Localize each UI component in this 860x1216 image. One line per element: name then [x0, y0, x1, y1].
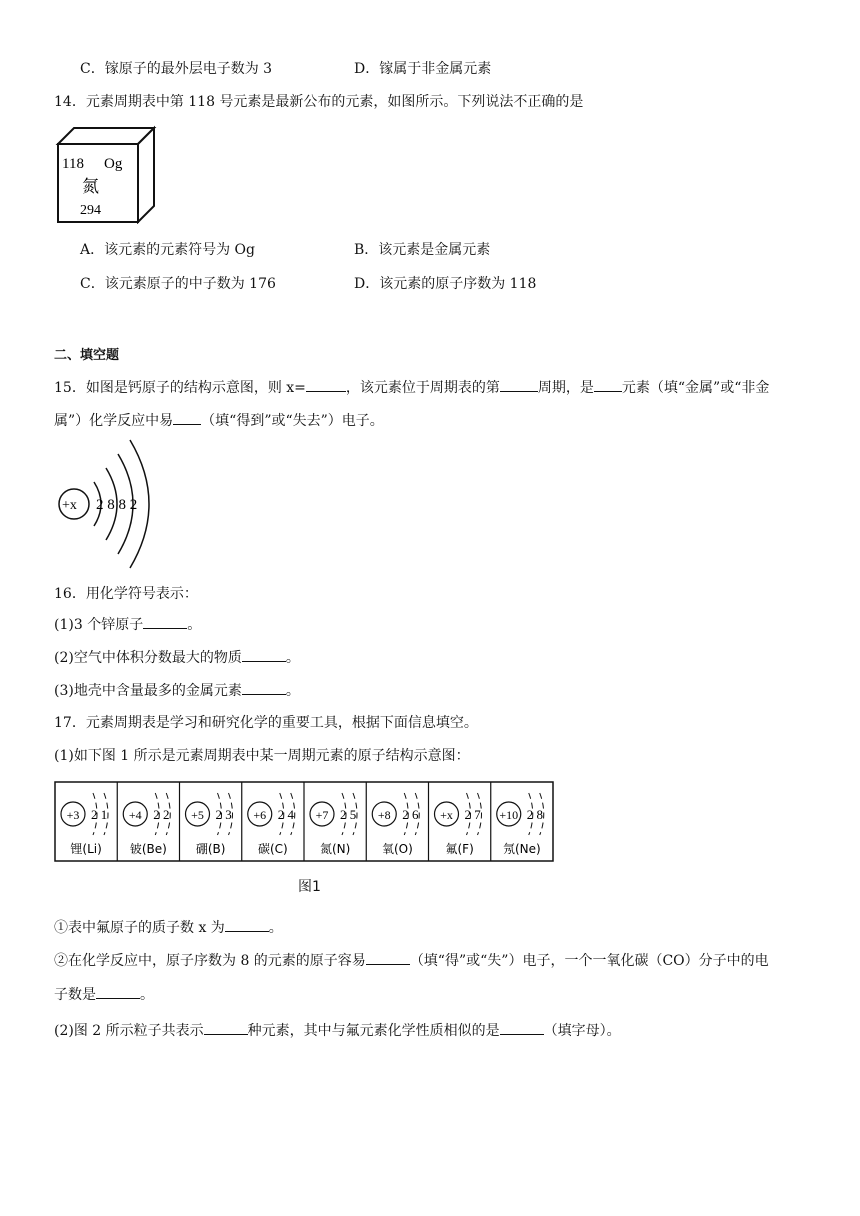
q17-text-p2b: 种元素，其中与氟元素化学性质相似的是: [247, 1023, 500, 1039]
tile-symbol: Og: [104, 156, 123, 172]
q13-option-d: D．镓属于非金属元素: [354, 61, 492, 77]
section-title: 二、填空题: [54, 348, 120, 363]
q14-option-a: A．该元素的元素符号为 Og: [80, 242, 255, 258]
q17-end-s1: 。: [268, 920, 283, 936]
q17-text-s2a: ②在化学反应中，原子序数为 8 的元素的原子容易: [54, 953, 366, 969]
cell-element-label: 氮(N): [319, 842, 351, 856]
cell-shell-electrons: 2 1: [91, 807, 108, 822]
cell-nucleus-charge: +6: [253, 808, 267, 822]
q14-stem: 14．元素周期表中第 118 号元素是最新公布的元素，如图所示。下列说法不正确的是: [54, 94, 584, 110]
cell-nucleus-charge: +4: [128, 808, 142, 822]
cell-shell-electrons: 2 8: [526, 807, 543, 822]
q16-item-3: [54, 680, 300, 701]
q17-blank-similar: [500, 1020, 544, 1035]
cell-element-label: 氖(Ne): [503, 842, 541, 856]
q15-blank-period: [500, 377, 538, 392]
q17-text-s2b: （填“得”或“失”）电子，一个一氧化碳（CO）分子中的电: [409, 953, 769, 969]
atom-cell: [242, 782, 295, 861]
cell-shell-electrons: 2 5: [340, 807, 357, 822]
q15-text-3: 周期，是: [537, 380, 594, 396]
q17-stem: 17．元素周期表是学习和研究化学的重要工具，根据下面信息填空。: [54, 715, 478, 731]
atom-cell: [366, 782, 419, 861]
cell-element-label: 氟(F): [445, 842, 474, 856]
q17-sub1: [54, 917, 283, 938]
atom-cell: [429, 782, 482, 861]
q17-text-s2c: 子数是: [54, 987, 96, 1003]
q17-end-s2: 。: [140, 987, 154, 1003]
atom-cell: [491, 782, 544, 861]
q17-text-s1: ①表中氟原子的质子数 x 为: [54, 920, 225, 936]
q16-text-1: (1)3 个锌原子: [54, 617, 144, 633]
cell-nucleus-charge: +8: [377, 808, 391, 822]
q17-sub2-line1: [54, 950, 769, 971]
q16-text-3: (3)地壳中含量最多的金属元素: [54, 683, 242, 699]
q15-blank-gain-lose: [173, 410, 201, 425]
atom-cell: [180, 782, 233, 861]
q14-option-b: B．该元素是金属元素: [354, 242, 491, 258]
q15-line2: [54, 410, 384, 431]
cell-nucleus-charge: +10: [499, 808, 519, 822]
q15-text-2: ，该元素位于周期表的第: [345, 380, 500, 396]
tile-side-face: [138, 128, 154, 222]
nucleus-charge: +x: [62, 498, 77, 513]
figure-1-caption: 图1: [298, 879, 321, 895]
cell-shell-electrons: 2 7: [464, 807, 481, 822]
q17-blank-x: [225, 917, 269, 932]
cell-element-label: 硼(B): [195, 842, 226, 856]
q17-sub2-line2: [54, 984, 154, 1005]
tile-atomic-number: 118: [62, 156, 84, 172]
cell-element-label: 碳(C): [258, 842, 288, 856]
q17-text-p2c: （填字母）。: [543, 1023, 621, 1039]
q16-text-2: (2)空气中体积分数最大的物质: [54, 650, 242, 666]
q16-blank-3: [242, 680, 286, 695]
q15-blank-x: [306, 377, 346, 392]
q16-item-2: [54, 647, 300, 668]
q14-option-d: D．该元素的原子序数为 118: [354, 276, 537, 292]
q17-blank-kinds: [204, 1020, 248, 1035]
atom-cell: [117, 782, 170, 861]
q15-text-1: 15．如图是钙原子的结构示意图，则 x=: [54, 380, 306, 396]
q13-option-c: C．镓原子的最外层电子数为 3: [80, 61, 273, 77]
q17-blank-gain: [366, 950, 410, 965]
q16-end-2: 。: [285, 650, 300, 666]
atom-cell: [304, 782, 357, 861]
cell-shell-electrons: 2 3: [215, 807, 232, 822]
cell-nucleus-charge: +5: [191, 808, 204, 822]
q16-blank-1: [143, 614, 187, 629]
q15-text-6: （填“得到”或“失去”）电子。: [201, 413, 384, 429]
cell-nucleus-charge: +x: [440, 808, 453, 822]
atom-cell: [61, 793, 108, 856]
q16-end-3: 。: [285, 683, 300, 699]
cell-element-label: 锂(Li): [70, 842, 102, 856]
tile-mass: 294: [80, 203, 101, 218]
q15-blank-type: [594, 377, 622, 392]
cell-element-label: 氧(O): [381, 842, 413, 856]
q16-stem: 16．用化学符号表示：: [54, 586, 198, 602]
q17-part1: (1)如下图 1 所示是元素周期表中某一周期元素的原子结构示意图：: [54, 748, 470, 764]
q16-end-1: 。: [187, 617, 202, 633]
q17-text-p2a: (2)图 2 所示粒子共表示: [54, 1023, 204, 1039]
cell-nucleus-charge: +3: [66, 808, 80, 822]
tile-name: 氮: [82, 177, 99, 197]
cell-shell-electrons: 2 4: [277, 807, 294, 822]
q14-option-c: C．该元素原子的中子数为 176: [80, 276, 276, 292]
q15-text-5: 属”）化学反应中易: [54, 413, 174, 429]
q17-part2: [54, 1020, 621, 1041]
shell-electrons: 2 8 8 2: [96, 497, 138, 513]
cell-nucleus-charge: +7: [315, 808, 329, 822]
q15-line1: [54, 377, 769, 398]
calcium-atom-diagram: [54, 436, 164, 572]
cell-shell-electrons: 2 6: [402, 807, 419, 822]
q17-blank-electrons: [96, 984, 140, 999]
cell-shell-electrons: 2 2: [153, 807, 170, 822]
figure-1-period-table: [54, 781, 554, 863]
q16-item-1: [54, 614, 201, 635]
q16-blank-2: [242, 647, 286, 662]
element-tile-og: [54, 124, 158, 224]
q15-text-4: 元素（填“金属”或“非金: [621, 380, 770, 396]
cell-element-label: 铍(Be): [129, 842, 167, 856]
